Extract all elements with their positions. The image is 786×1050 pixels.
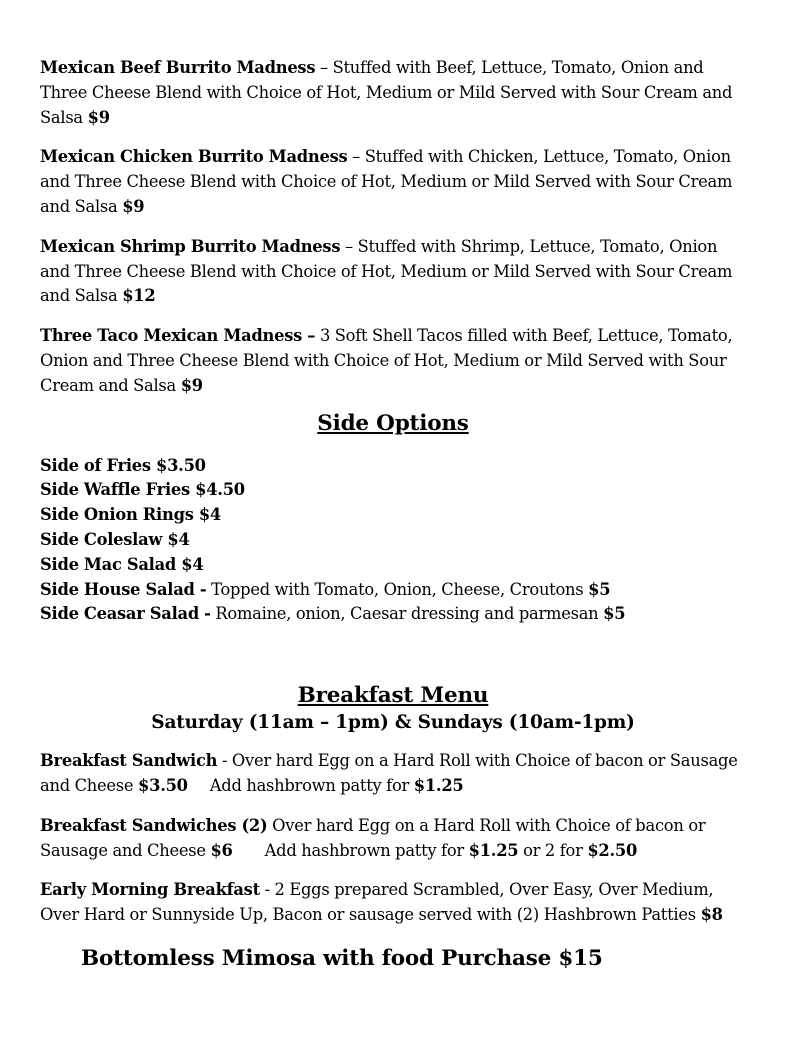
item-separator: –: [340, 236, 358, 256]
item-description: Over hard Egg on a Hard Roll with Choice of bacon or Sausage and Cheese: [40, 815, 706, 860]
side-item-name: Side Coleslaw $4: [40, 529, 190, 549]
menu-item-breakfast-sandwiches-2: [40, 814, 746, 864]
menu-item-early-morning-breakfast: [40, 878, 746, 928]
item-addon-price: $1.25: [413, 775, 464, 795]
menu-item-breakfast-sandwich: [40, 749, 746, 799]
side-item-name: Side of Fries $3.50: [40, 455, 206, 475]
item-name: Mexican Chicken Burrito Madness: [40, 147, 348, 167]
side-item: [40, 478, 746, 503]
item-price: $3.50: [138, 775, 188, 795]
item-name: Breakfast Sandwiches (2): [40, 815, 268, 835]
side-item: [40, 553, 746, 578]
menu-item-beef-burrito: [40, 56, 746, 130]
side-item-name: Side Waffle Fries $4.50: [40, 480, 245, 500]
side-item: [40, 503, 746, 528]
side-item: [40, 602, 746, 627]
item-price: $8: [700, 905, 723, 925]
item-description: 3 Soft Shell Tacos filled with Beef, Lettuce, Tomato, Onion and Three Cheese Blend with Choice of Hot, Medium or Mild Served with Sour Cream and Salsa: [40, 326, 733, 395]
side-item-name: Side House Salad -: [40, 579, 207, 599]
item-description: Stuffed with Shrimp, Lettuce, Tomato, Onion and Three Cheese Blend with Choice of Hot, Medium or Mild Served with Sour Cream and Salsa: [40, 236, 733, 306]
item-addon: Add hashbrown patty for: [209, 775, 414, 795]
side-options-title: Side Options: [317, 410, 469, 436]
side-item-name: Side Ceasar Salad -: [40, 604, 211, 624]
side-item-price: $5: [603, 604, 626, 624]
side-item-description: Topped with Tomato, Onion, Cheese, Croutons: [206, 579, 589, 599]
side-item: [40, 454, 746, 479]
item-addon: Add hashbrown patty for: [264, 840, 469, 860]
side-item-name: Side Onion Rings $4: [40, 505, 222, 525]
item-price: $12: [122, 286, 156, 306]
menu-item-shrimp-burrito: [40, 235, 746, 309]
item-description: - 2 Eggs prepared Scrambled, Over Easy, Over Medium, Over Hard or Sunnyside Up, Bacon or sausage served with (2) Hashbrown Patties: [40, 880, 714, 925]
item-name: Early Morning Breakfast: [40, 880, 260, 900]
item-description: Stuffed with Chicken, Lettuce, Tomato, Onion and Three Cheese Blend with Choice of Hot, Medium or Mild Served with Sour Cream and Salsa: [40, 147, 733, 216]
item-name: Three Taco Mexican Madness –: [40, 326, 316, 346]
item-price: $9: [87, 107, 110, 127]
side-item-name: Side Mac Salad $4: [40, 554, 204, 574]
item-price: $9: [122, 196, 145, 216]
menu-item-chicken-burrito: [40, 145, 746, 219]
item-addon-price: $1.25: [468, 840, 519, 860]
item-addon-2-price: $2.50: [587, 840, 638, 860]
item-separator: –: [347, 147, 365, 167]
item-description: - Over hard Egg on a Hard Roll with Choice of bacon or Sausage and Cheese: [40, 751, 738, 795]
item-separator: –: [315, 58, 333, 77]
menu-page: [40, 56, 746, 943]
side-item: [40, 578, 746, 603]
item-name: Mexican Beef Burrito Madness: [40, 58, 316, 77]
side-options-list: [40, 454, 746, 628]
item-name: Mexican Shrimp Burrito Madness: [40, 236, 341, 256]
breakfast-menu-title: Breakfast Menu: [297, 683, 489, 709]
item-description: Stuffed with Beef, Lettuce, Tomato, Onion and Three Cheese Blend with Choice of Hot, Medium or Mild Served with Sour Cream and Salsa: [40, 58, 733, 127]
item-price: $9: [180, 375, 203, 395]
menu-item-three-taco: [40, 324, 746, 398]
bottomless-mimosa-offer: Bottomless Mimosa with food Purchase $15: [81, 946, 603, 971]
side-item-price: $5: [588, 579, 611, 599]
side-item: [40, 528, 746, 553]
item-price: $6: [210, 840, 233, 860]
breakfast-hours: Saturday (11am – 1pm) & Sundays (10am-1pm): [151, 712, 635, 734]
item-name: Breakfast Sandwich: [40, 751, 218, 771]
item-addon-2: or 2 for: [518, 840, 588, 860]
side-item-description: Romaine, onion, Caesar dressing and parmesan: [210, 604, 604, 624]
